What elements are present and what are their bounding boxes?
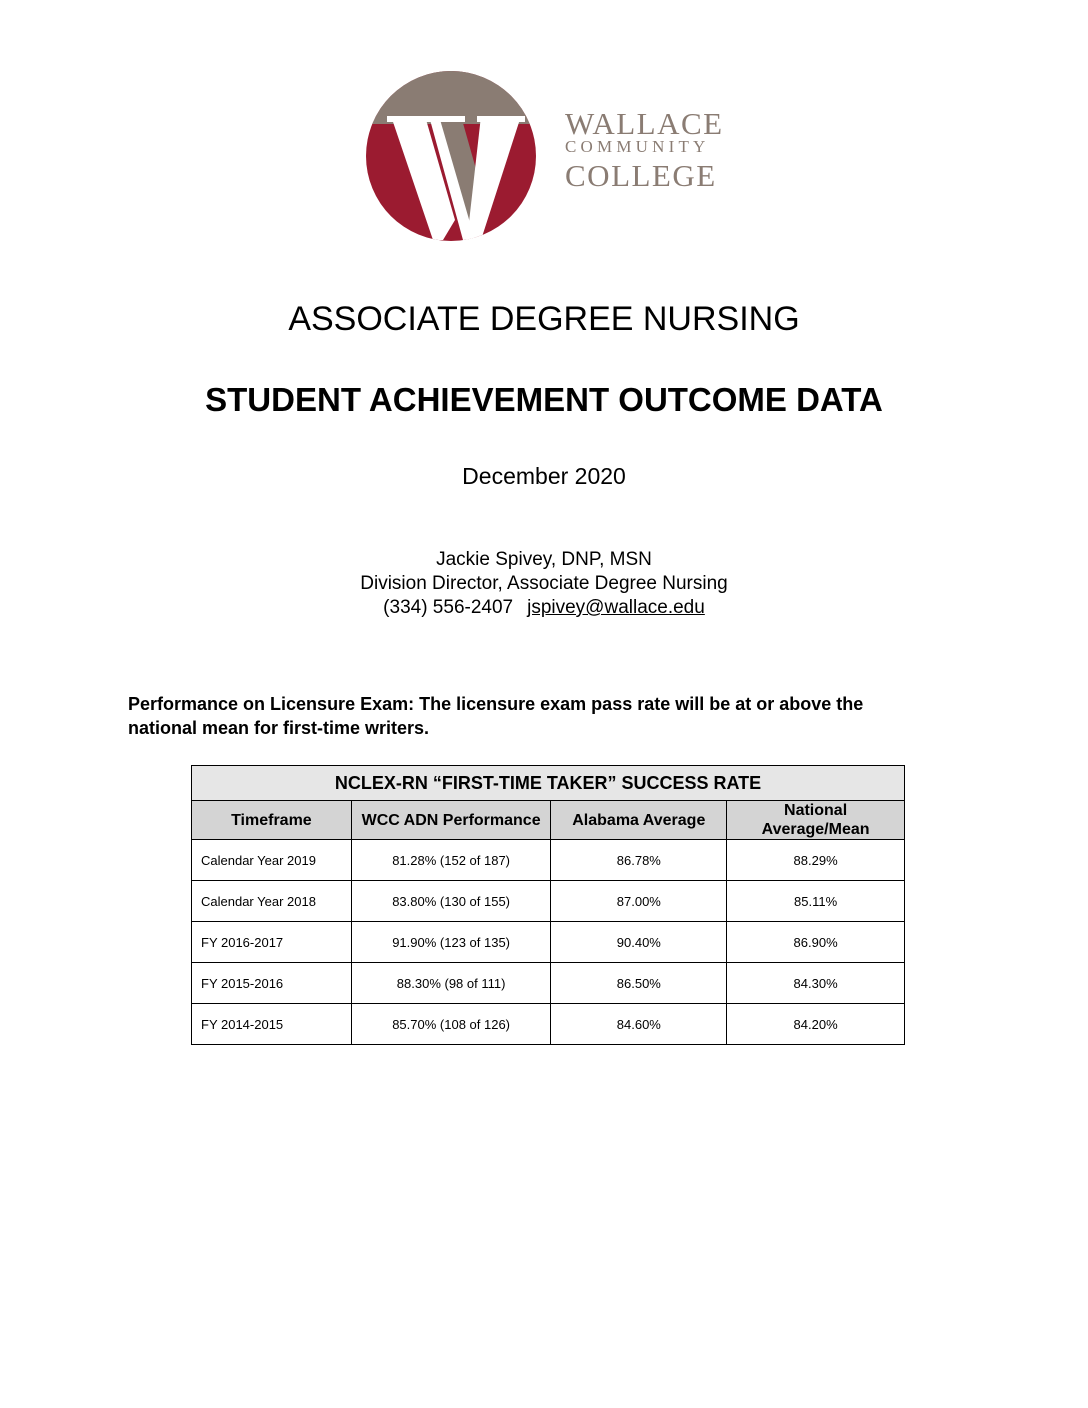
document-title: STUDENT ACHIEVEMENT OUTCOME DATA (205, 381, 883, 418)
contact-block (0, 548, 1088, 620)
table-row (192, 922, 905, 963)
cell-national: 86.90% (727, 922, 905, 963)
contact-phone: (334) 556-2407 (383, 597, 514, 618)
cell-alabama: 90.40% (551, 922, 727, 963)
contact-email-link[interactable]: jspivey@wallace.edu (527, 597, 705, 618)
logo-line-wallace: WALLACE (565, 106, 724, 141)
table-row (192, 963, 905, 1004)
header-national-line-2: Average/Mean (761, 821, 870, 838)
header-alabama-average: Alabama Average (551, 801, 727, 840)
cell-timeframe: FY 2015-2016 (192, 963, 352, 1004)
cell-wcc: 85.70% (108 of 126) (351, 1004, 551, 1045)
college-logo (363, 70, 733, 242)
cell-alabama: 87.00% (551, 881, 727, 922)
cell-national: 85.11% (727, 881, 905, 922)
cell-alabama: 86.50% (551, 963, 727, 1004)
contact-position: Division Director, Associate Degree Nursing (360, 573, 728, 594)
performance-statement (128, 692, 948, 740)
cell-wcc: 83.80% (130 of 155) (351, 881, 551, 922)
header-wcc-performance: WCC ADN Performance (351, 801, 551, 840)
cell-timeframe: Calendar Year 2018 (192, 881, 352, 922)
program-title: ASSOCIATE DEGREE NURSING (288, 300, 800, 338)
header-timeframe: Timeframe (192, 801, 352, 840)
cell-alabama: 86.78% (551, 840, 727, 881)
contact-name: Jackie Spivey, DNP, MSN (436, 549, 652, 570)
table-row (192, 881, 905, 922)
cell-timeframe: FY 2016-2017 (192, 922, 352, 963)
header-national-line-1: National (784, 802, 848, 819)
logo-wordmark (565, 108, 724, 191)
cell-wcc: 91.90% (123 of 135) (351, 922, 551, 963)
cell-timeframe: FY 2014-2015 (192, 1004, 352, 1045)
table-header-row (192, 801, 905, 840)
table-caption-row (192, 766, 905, 801)
table-row (192, 840, 905, 881)
cell-national: 84.30% (727, 963, 905, 1004)
header-national-average (727, 801, 905, 840)
table-row (192, 1004, 905, 1045)
cell-timeframe: Calendar Year 2019 (192, 840, 352, 881)
cell-wcc: 81.28% (152 of 187) (351, 840, 551, 881)
performance-line-1: Performance on Licensure Exam: The licensure exam pass rate will be at or above the (128, 694, 864, 714)
contact-phone-email-line (0, 596, 1088, 620)
cell-national: 84.20% (727, 1004, 905, 1045)
logo-line-college: COLLEGE (565, 158, 717, 193)
table-caption: NCLEX-RN “FIRST-TIME TAKER” SUCCESS RATE (192, 766, 905, 801)
nclex-success-table (191, 765, 905, 1045)
cell-alabama: 84.60% (551, 1004, 727, 1045)
logo-line-community: COMMUNITY (565, 137, 710, 156)
w-emblem-icon (363, 70, 543, 242)
document-date: December 2020 (462, 463, 626, 489)
cell-wcc: 88.30% (98 of 111) (351, 963, 551, 1004)
performance-line-2: national mean for first-time writers. (128, 718, 430, 738)
cell-national: 88.29% (727, 840, 905, 881)
